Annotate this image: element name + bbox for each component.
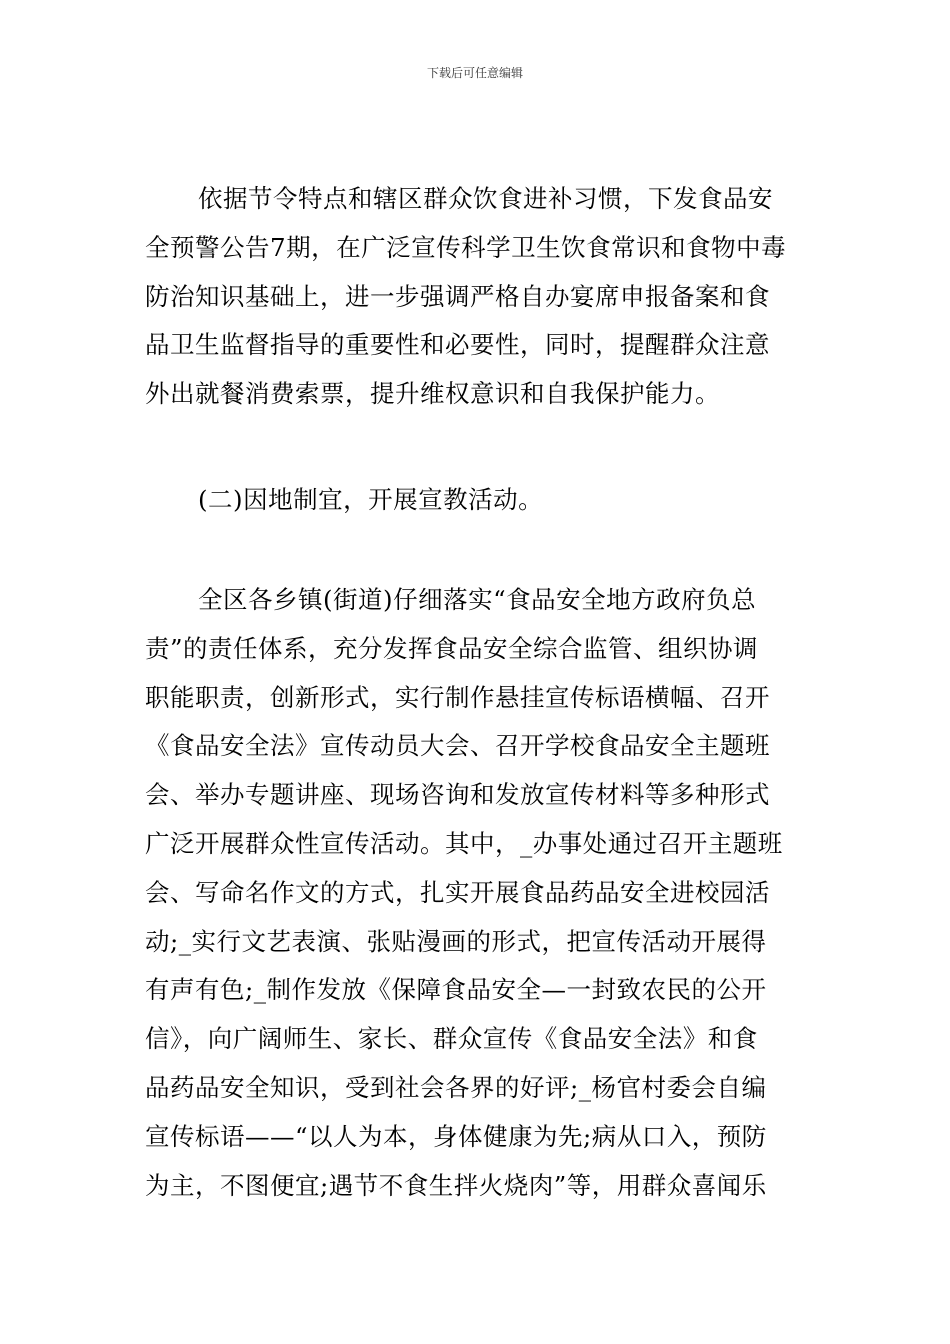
- paragraph-2: [145, 576, 810, 1210]
- paragraph-1: [145, 175, 810, 419]
- text-line: 有声有色;_制作发放《保障食品安全—一封致农民的公开: [145, 975, 767, 1005]
- text-line: 全区各乡镇(街道)仔细落实“食品安全地方政府负总: [198, 585, 757, 614]
- text-line: 品卫生监督指导的重要性和必要性，同时，提醒群众注意: [145, 330, 770, 360]
- page-header: 下载后可任意编辑: [426, 66, 523, 80]
- text-line: 品药品安全知识，受到社会各界的好评;_杨官村委会自编: [145, 1072, 767, 1102]
- text-line: 《食品安全法》宣传动员大会、召开学校食品安全主题班: [145, 731, 770, 761]
- text-line: 信》，向广阔师生、家长、群众宣传《食品安全法》和食: [145, 1024, 758, 1054]
- section-heading: [145, 476, 810, 525]
- text-line: 广泛开展群众性宣传活动。其中，_办事处通过召开主题班: [145, 828, 783, 858]
- text-line: 宣传标语——“以人为本，身体健康为先;病从口入，预防: [145, 1121, 767, 1151]
- text-line: 责”的责任体系，充分发挥食品安全综合监管、组织协调: [145, 633, 759, 663]
- text-line: 全预警公告7期，在广泛宣传科学卫生饮食常识和食物中毒: [145, 232, 787, 262]
- text-line: 防治知识基础上，进一步强调严格自办宴席申报备案和食: [145, 281, 770, 311]
- text-line: 依据节令特点和辖区群众饮食进补习惯，下发食品安: [198, 184, 773, 213]
- text-line: 职能职责，创新形式，实行制作悬挂宣传标语横幅、召开: [145, 682, 770, 712]
- text-line: 动;_实行文艺表演、张贴漫画的形式，把宣传活动开展得: [145, 926, 767, 956]
- text-line: 会、举办专题讲座、现场咨询和发放宣传材料等多种形式: [145, 780, 770, 810]
- text-line: 为主，不图便宜;遇节不食生拌火烧肉”等，用群众喜闻乐: [145, 1170, 767, 1200]
- heading-line: (二)因地制宜，开展宣教活动。: [198, 485, 544, 514]
- text-line: 外出就餐消费索票，提升维权意识和自我保护能力。: [145, 379, 720, 409]
- text-line: 会、写命名作文的方式，扎实开展食品药品安全进校园活: [145, 877, 770, 907]
